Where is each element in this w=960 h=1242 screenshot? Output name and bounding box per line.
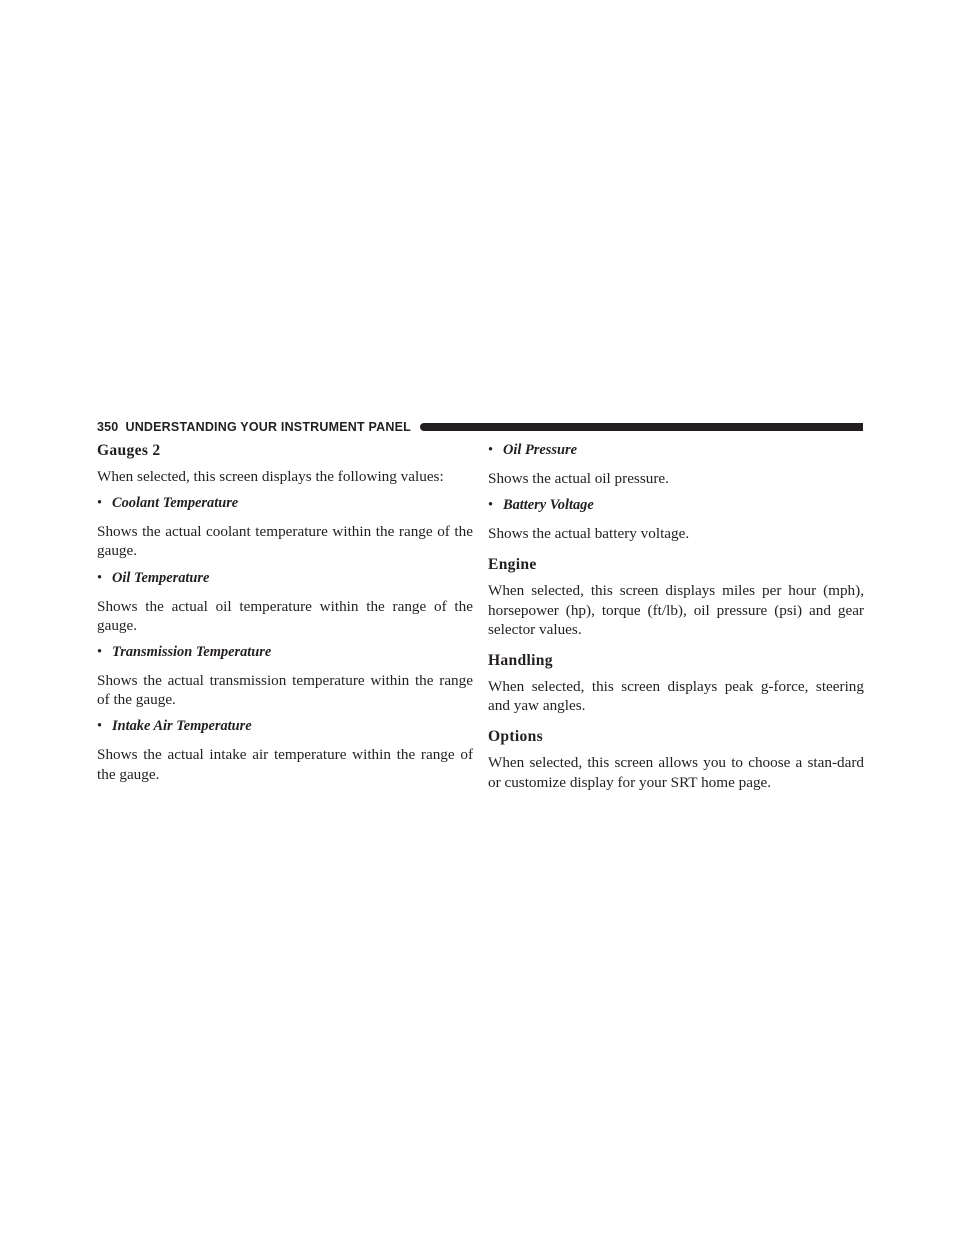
oil-pressure-description: Shows the actual oil pressure. xyxy=(488,470,669,487)
bullet-icon: • xyxy=(97,644,103,661)
gauges-2-heading: Gauges 2 xyxy=(97,442,161,459)
handling-description: When selected, this screen displays peak g-force, steering and yaw angles. xyxy=(488,678,864,715)
left-column xyxy=(97,441,473,792)
page-header xyxy=(97,419,863,435)
transmission-temperature-description: Shows the actual transmission temperature within the range of the gauge. xyxy=(97,672,473,709)
options-heading: Options xyxy=(488,728,543,746)
engine-heading: Engine xyxy=(488,556,537,574)
bullet-oil-temperature xyxy=(97,569,473,588)
section-title: UNDERSTANDING YOUR INSTRUMENT PANEL xyxy=(125,420,411,434)
intake-air-temperature-description: Shows the actual intake air temperature within the range of the gauge. xyxy=(97,746,473,783)
bullet-icon: • xyxy=(97,569,103,586)
bullet-oil-pressure xyxy=(488,441,864,460)
bullet-icon: • xyxy=(488,497,494,514)
oil-temperature-description: Shows the actual oil temperature within the range of the gauge. xyxy=(97,597,473,634)
options-description: When selected, this screen allows you to choose a stan-dard or customize display for your SRT home page. xyxy=(488,754,864,791)
handling-heading: Handling xyxy=(488,652,553,670)
bullet-label: Intake Air Temperature xyxy=(112,718,252,735)
header-rule xyxy=(420,423,863,431)
bullet-battery-voltage xyxy=(488,496,864,515)
right-column xyxy=(488,441,864,800)
bullet-transmission-temperature xyxy=(97,643,473,662)
gauges-2-intro: When selected, this screen displays the following values: xyxy=(97,468,444,485)
bullet-intake-air-temperature xyxy=(97,717,473,736)
page-number: 350 xyxy=(97,420,119,434)
bullet-icon: • xyxy=(97,718,103,735)
bullet-label: Oil Temperature xyxy=(112,569,210,586)
coolant-temperature-description: Shows the actual coolant temperature within the range of the gauge. xyxy=(97,523,473,560)
battery-voltage-description: Shows the actual battery voltage. xyxy=(488,525,690,543)
bullet-label: Oil Pressure xyxy=(503,442,577,458)
bullet-label: Battery Voltage xyxy=(503,497,594,514)
bullet-label: Coolant Temperature xyxy=(112,495,239,512)
engine-description: When selected, this screen displays miles per hour (mph), horsepower (hp), torque (ft/lb), oil pressure (psi) and gear selector values. xyxy=(488,582,864,638)
bullet-icon: • xyxy=(97,495,103,512)
bullet-label: Transmission Temperature xyxy=(112,644,272,661)
bullet-icon: • xyxy=(488,442,494,458)
bullet-coolant-temperature xyxy=(97,494,473,513)
